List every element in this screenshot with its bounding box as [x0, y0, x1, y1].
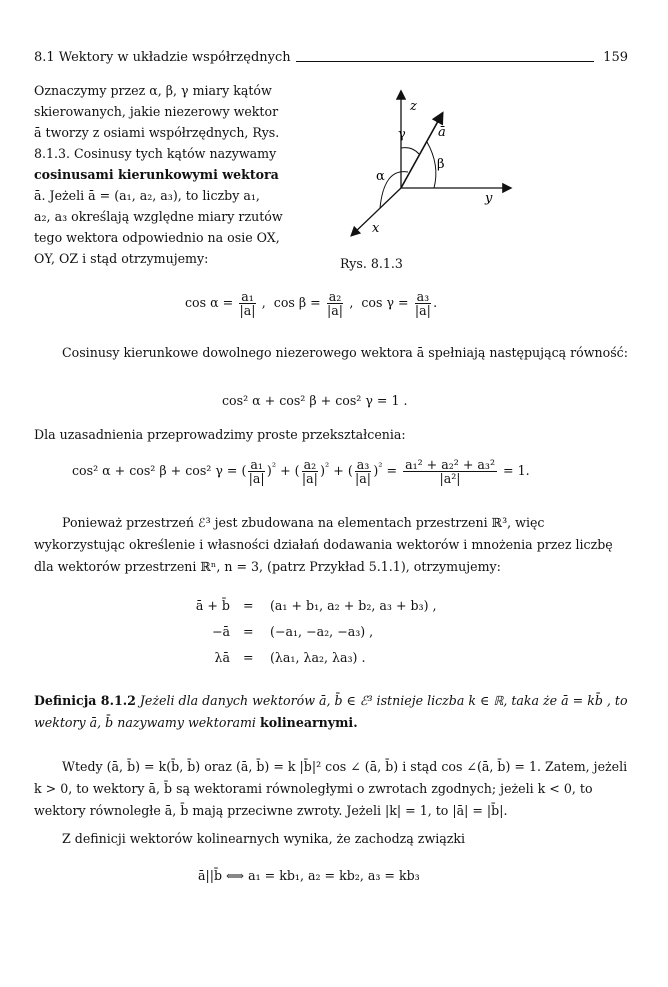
system-lhs: λā — [214, 650, 230, 665]
system-lhs: −ā — [211, 624, 230, 639]
equation-collinear: ā||b̄ ⟺ a₁ = kb₁, a₂ = kb₂, a₃ = kb₃ — [198, 868, 420, 883]
definition-block — [34, 690, 630, 734]
label-gamma: γ — [398, 127, 406, 142]
intro-line: tego wektora odpowiednio na osie OX, — [34, 230, 280, 245]
label-beta: β — [437, 157, 445, 172]
section-title: 8.1 Wektory w układzie współrzędnych — [34, 50, 291, 65]
angle-beta-arc — [427, 142, 436, 188]
system-lhs: ā + b̄ — [195, 598, 230, 613]
label-z: z — [410, 99, 417, 114]
equation-proof: cos² α + cos² β + cos² γ = ( $\frac{\text{a₁}}{|a|}$ )$^{^2}$ + ( $\frac{\text{a₂}}{|a|}$ )$^{^2}$ + ( $\frac{\text{a₃}}{|a|}$ )$^{^2}$ = $\frac{\text{a₁² + a₂² + a₃²}}{\text{|a²|}}$ = 1. — [72, 457, 530, 486]
equation-cosines: cos α = $\frac{\text{a₁}}{|a|}$ , cos β = $\frac{\text{a₂}}{|a|}$ , cos γ = $\frac{\text{a₃}}{|a|}$ . — [185, 289, 438, 318]
label-y: y — [485, 191, 493, 206]
system-rhs: (a₁ + b₁, a₂ + b₂, a₃ + b₃) , — [270, 598, 437, 613]
running-header — [34, 50, 628, 70]
figure-caption: Rys. 8.1.3 — [340, 256, 403, 271]
intro-line: OY, OZ i stąd otrzymujemy: — [34, 251, 209, 266]
intro-line: skierowanych, jakie niezerowy wektor — [34, 104, 279, 119]
label-a: ā — [438, 125, 446, 140]
equation-identity: cos² α + cos² β + cos² γ = 1 . — [222, 393, 408, 408]
vector-operations-system — [0, 598, 668, 678]
system-rhs: (λa₁, λa₂, λa₃) . — [270, 650, 366, 665]
paragraph-consequences: Wtedy (ā, b̄) = k(b̄, b̄) oraz (ā, b̄) = k |b̄|² cos ∠ (ā, b̄) i stąd cos ∠(ā, b̄) = 1. Zatem, jeżeli k > 0, to wektory ā, b̄ są wektorami równoległymi o zwrotach zgodnych; jeżeli k < 0, to wektory równoległe ā, b̄ mają przeciwne zwroty. Jeżeli |k| = 1, to |ā| = |b̄|. — [34, 759, 628, 818]
definition-label: Definicja 8.1.2 — [34, 693, 136, 708]
intro-paragraph — [34, 80, 304, 269]
paragraph-cosines-property: Cosinusy kierunkowe dowolnego niezerowego wektora ā spełniają następującą równość: — [62, 345, 628, 360]
system-rhs: (−a₁, −a₂, −a₃) , — [270, 624, 374, 639]
figure-axes — [330, 80, 530, 250]
angle-gamma-arc — [401, 148, 419, 154]
intro-line: a₂, a₃ określają względne miary rzutów — [34, 209, 283, 224]
paragraph-space-construction: Ponieważ przestrzeń ℰ³ jest zbudowana na elementach przestrzeni ℝ³, więc wykorzystując określenie i własności działań dodawania wektorów i mnożenia przez liczbę dla wektorów przestrzeni ℝⁿ, n = 3, (patrz Przykład 5.1.1), otrzymujemy: — [34, 515, 613, 574]
definition-text: Jeżeli dla danych wektorów ā, b̄ ∈ ℰ³ istnieje liczba k ∈ ℝ, taka że ā = kb̄ , to wektory ā, b̄ nazywamy wektorami — [34, 693, 628, 730]
paragraph-justification: Dla uzasadnienia przeprowadzimy proste przekształcenia: — [34, 427, 406, 442]
intro-line: ā. Jeżeli ā = (a₁, a₂, a₃), to liczby a₁, — [34, 188, 260, 203]
definition-term: kolinearnymi. — [259, 715, 358, 730]
header-rule — [296, 61, 594, 62]
intro-line: Oznaczymy przez α, β, γ miary kątów — [34, 83, 272, 98]
paragraph-collinear-relations: Z definicji wektorów kolinearnych wynika, że zachodzą związki — [62, 831, 466, 846]
system-eq: = — [243, 624, 254, 639]
intro-line: 8.1.3. Cosinusy tych kątów nazywamy — [34, 146, 277, 161]
label-alpha: α — [376, 169, 385, 184]
system-eq: = — [243, 598, 254, 613]
label-x: x — [372, 221, 380, 236]
intro-line: ā tworzy z osiami współrzędnych, Rys. — [34, 125, 280, 140]
page-number: 159 — [603, 50, 628, 65]
system-eq: = — [243, 650, 254, 665]
intro-line: cosinusami kierunkowymi wektora — [34, 167, 279, 182]
